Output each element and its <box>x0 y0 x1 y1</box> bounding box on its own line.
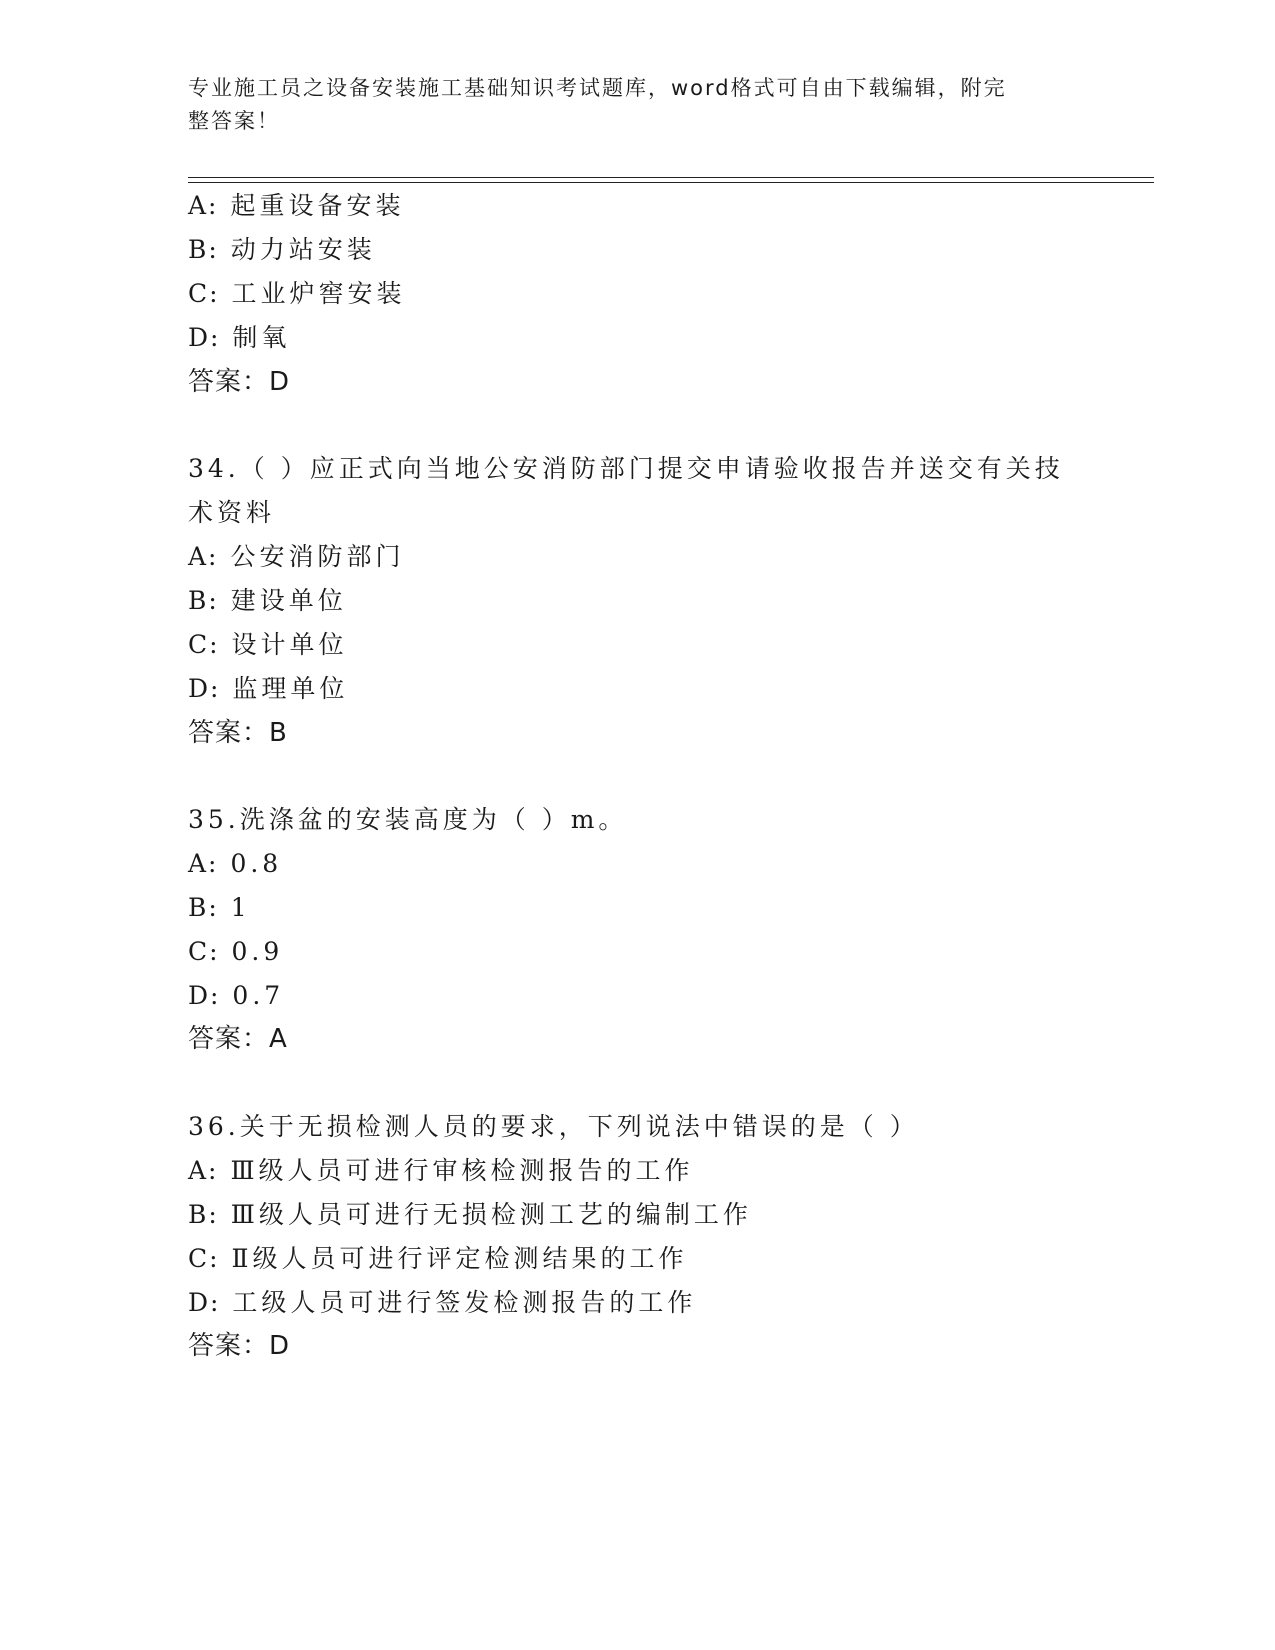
option-key: D: <box>188 674 221 703</box>
option-key: D: <box>188 1288 221 1317</box>
q35-stem: 35.洗涤盆的安装高度为（ ）m。 <box>188 805 628 834</box>
option-key: D: <box>188 323 221 352</box>
option-text: 工级人员可进行签发检测报告的工作 <box>232 1288 697 1317</box>
q33-option-a <box>188 191 404 221</box>
option-key: B: <box>188 1200 219 1229</box>
option-text: 设计单位 <box>231 630 348 659</box>
option-text: 动力站安装 <box>230 235 376 264</box>
option-key: C: <box>188 279 220 308</box>
q35-option-d <box>188 981 284 1011</box>
q36-stem: 36.关于无损检测人员的要求，下列说法中错误的是（ ） <box>188 1112 919 1141</box>
option-key: A: <box>188 849 219 878</box>
q36-option-d <box>188 1288 696 1318</box>
option-key: C: <box>188 1244 220 1273</box>
q33-option-d <box>188 323 290 353</box>
option-text: Ⅲ级人员可进行审核检测报告的工作 <box>230 1156 694 1185</box>
option-text: 0.8 <box>230 849 283 878</box>
option-text: 0.9 <box>231 937 284 966</box>
option-text: 0.7 <box>232 981 285 1010</box>
q33-option-b <box>188 235 376 265</box>
option-text: 起重设备安装 <box>230 191 405 220</box>
option-key: B: <box>188 586 219 615</box>
q33-answer: 答案：D <box>188 367 291 397</box>
option-key: B: <box>188 893 219 922</box>
q35-answer: 答案：A <box>188 1024 288 1054</box>
q34-stem-line-2: 术资料 <box>188 498 276 527</box>
header-line-1: 专业施工员之设备安装施工基础知识考试题库，word格式可自由下载编辑，附完 <box>188 76 1007 100</box>
q34-option-a <box>188 542 404 572</box>
q36-answer: 答案：D <box>188 1331 291 1361</box>
q35-option-c <box>188 937 283 967</box>
option-key: C: <box>188 937 220 966</box>
header-divider-top <box>188 177 1154 178</box>
q35-option-b <box>188 893 251 923</box>
option-text: 监理单位 <box>232 674 349 703</box>
option-text: 建设单位 <box>230 586 347 615</box>
option-key: B: <box>188 235 219 264</box>
option-key: A: <box>188 542 219 571</box>
q34-option-b <box>188 586 347 616</box>
option-text: 制氧 <box>232 323 291 352</box>
option-key: A: <box>188 1156 219 1185</box>
q35-option-a <box>188 849 282 879</box>
q34-stem-line-1: 34.（ ）应正式向当地公安消防部门提交申请验收报告并送交有关技 <box>188 454 1064 483</box>
option-key: A: <box>188 191 219 220</box>
q36-option-b <box>188 1200 752 1230</box>
option-key: D: <box>188 981 221 1010</box>
q33-option-c <box>188 279 406 309</box>
header-divider-bottom <box>188 182 1154 183</box>
q34-option-c <box>188 630 348 660</box>
option-text: 1 <box>230 893 251 922</box>
q34-answer: 答案：B <box>188 718 288 748</box>
option-text: 工业炉窖安装 <box>231 279 406 308</box>
option-text: 公安消防部门 <box>230 542 405 571</box>
header-line-2: 整答案！ <box>188 109 280 133</box>
q36-option-a <box>188 1156 694 1186</box>
option-key: C: <box>188 630 220 659</box>
q34-option-d <box>188 674 348 704</box>
option-text: Ⅱ级人员可进行评定检测结果的工作 <box>231 1244 688 1273</box>
q36-option-c <box>188 1244 688 1274</box>
document-header <box>188 72 1068 138</box>
option-text: Ⅲ级人员可进行无损检测工艺的编制工作 <box>230 1200 752 1229</box>
